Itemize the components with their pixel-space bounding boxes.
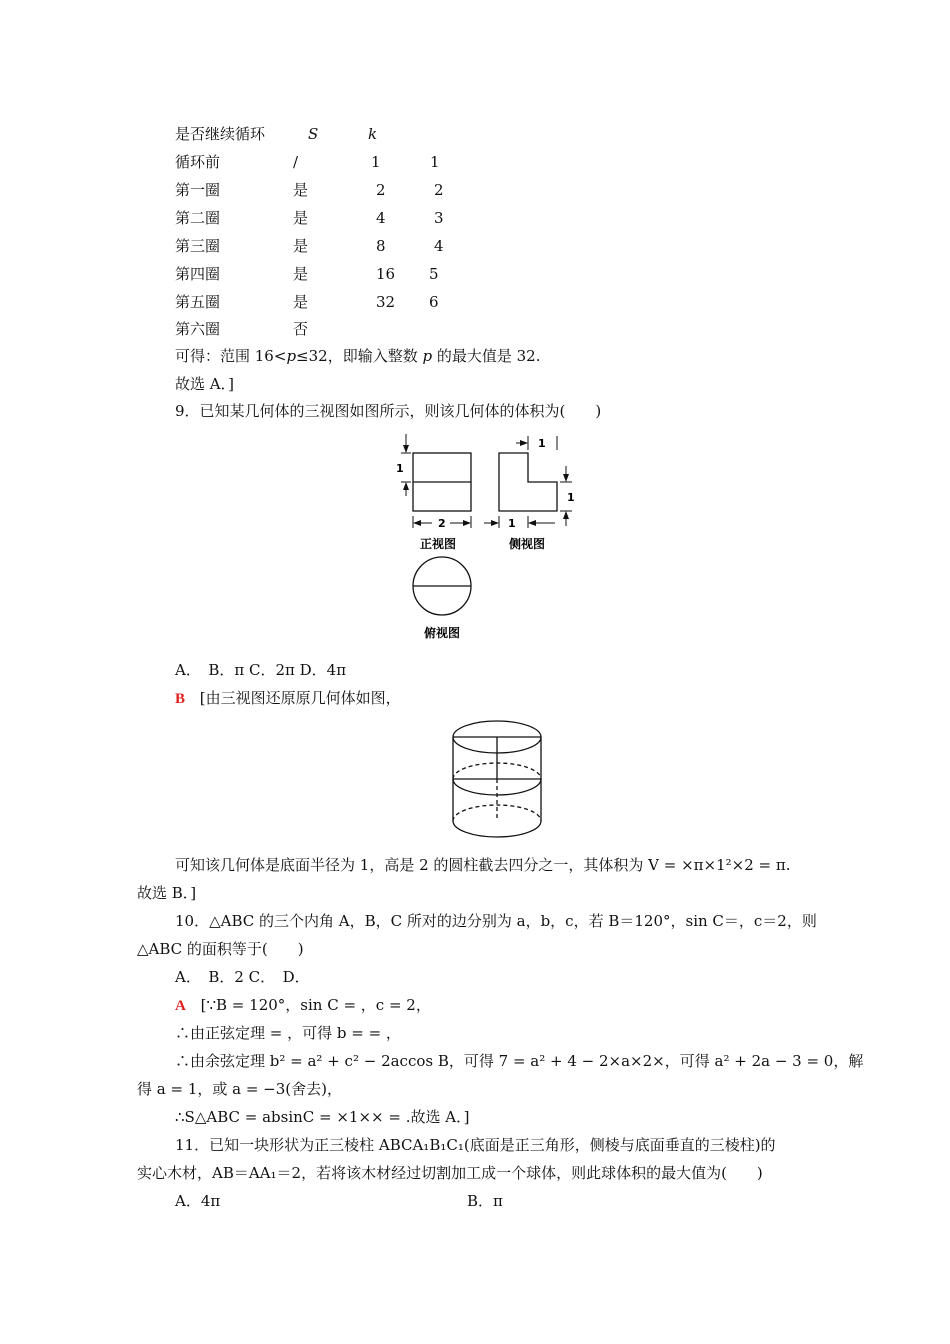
table-cell: 是: [293, 181, 309, 199]
table-cell: 第六圈: [175, 320, 221, 338]
q10-answer: [175, 995, 431, 1016]
q8-conclusion: 可得：范围 16<p≤32，即输入整数 p 的最大值是 32.: [175, 347, 541, 365]
top-view-label: 俯视图: [424, 626, 461, 640]
table-cell: 32: [376, 293, 396, 311]
q9-options: A． B．π C．2π D．4π: [175, 661, 347, 679]
q10-stem-line2: △ABC 的面积等于( ): [137, 940, 304, 958]
q8-answer-line: 故选 A．]: [175, 375, 234, 393]
cylinder-figure: [445, 715, 550, 845]
dim-side-bottom: 1: [508, 517, 516, 530]
table-cell: 第三圈: [175, 237, 221, 255]
q9-answer-letter: B: [175, 691, 186, 707]
table-cell: 第二圈: [175, 209, 221, 227]
table-cell: 8: [376, 237, 386, 255]
table-cell: 是: [293, 265, 309, 283]
q10-sol1: [∵B = 120°，sin C = ，c = 2，: [200, 996, 431, 1014]
table-cell: /: [293, 153, 299, 171]
table-cell: 16: [376, 265, 396, 283]
dim-front-width: 2: [438, 517, 446, 530]
q10-sol2: ∴由正弦定理 = ，可得 b = = ，: [175, 1024, 401, 1042]
q10-sol3: ∴由余弦定理 b² = a² + c² − 2accos B，可得 7 = a² + 4 − 2×a×2×，可得 a² + 2a − 3 = 0，解: [175, 1052, 864, 1070]
table-row: [175, 180, 475, 202]
table-cell: 2: [376, 181, 386, 199]
table-header-loop: 是否继续循环: [175, 125, 266, 143]
table-cell: 是: [293, 293, 309, 311]
table-row: [175, 236, 475, 258]
q11-option-a: A．4π: [175, 1192, 221, 1210]
table-header-s: S: [308, 125, 319, 143]
table-cell: 6: [429, 293, 439, 311]
q9-solution-end: 故选 B．]: [137, 884, 197, 902]
table-cell: 4: [376, 209, 386, 227]
front-view-label: 正视图: [420, 537, 457, 551]
table-header-k: k: [368, 125, 378, 143]
q9-answer: [175, 688, 401, 709]
side-view-shape: [499, 453, 557, 511]
dim-side-right: 1: [567, 491, 575, 504]
q11-option-b: B．π: [467, 1192, 503, 1210]
q9-solution-intro: [由三视图还原原几何体如图，: [199, 689, 401, 707]
table-cell: 1: [371, 153, 381, 171]
q10-stem-line1: 10．△ABC 的三个内角 A，B，C 所对的边分别为 a，b，c，若 B＝120°，sin C＝，c＝2，则: [175, 912, 817, 930]
table-cell: 3: [434, 209, 444, 227]
table-cell: 第四圈: [175, 265, 221, 283]
table-header: [175, 124, 475, 146]
table-row: [175, 264, 475, 286]
q9-stem: 9．已知某几何体的三视图如图所示，则该几何体的体积为( ): [175, 402, 602, 420]
q11-stem-line1: 11．已知一块形状为正三棱柱 ABCA₁B₁C₁(底面是正三角形，侧棱与底面垂直的三棱柱)的: [175, 1136, 776, 1154]
table-cell: 2: [434, 181, 444, 199]
table-row: [175, 208, 475, 230]
dim-front-height: 1: [396, 462, 404, 475]
table-cell: 1: [430, 153, 440, 171]
table-row: [175, 152, 475, 174]
table-cell: 是: [293, 237, 309, 255]
three-views-figure: [380, 430, 580, 650]
table-cell: 第五圈: [175, 293, 221, 311]
q10-options: A． B．2 C． D．: [175, 968, 310, 986]
table-cell: 否: [293, 320, 309, 338]
table-cell: 第一圈: [175, 181, 221, 199]
table-cell: 循环前: [175, 153, 221, 171]
q11-stem-line2: 实心木材，AB＝AA₁＝2，若将该木材经过切割加工成一个球体，则此球体积的最大值为( ): [137, 1164, 763, 1182]
q9-solution-text: 可知该几何体是底面半径为 1，高是 2 的圆柱截去四分之一，其体积为 V = ×π×1²×2 = π.: [175, 856, 791, 874]
side-view-label: 侧视图: [509, 537, 546, 551]
dim-side-top: 1: [538, 437, 546, 450]
table-cell: 4: [434, 237, 444, 255]
table-cell: 是: [293, 209, 309, 227]
q10-sol4: 得 a = 1，或 a = −3(舍去)，: [137, 1080, 342, 1098]
table-row: [175, 319, 475, 341]
q10-sol5: ∴S△ABC = absinC = ×1×× = .故选 A．]: [175, 1108, 470, 1126]
table-cell: 5: [429, 265, 439, 283]
q10-answer-letter: A: [175, 998, 186, 1014]
table-row: [175, 292, 475, 314]
